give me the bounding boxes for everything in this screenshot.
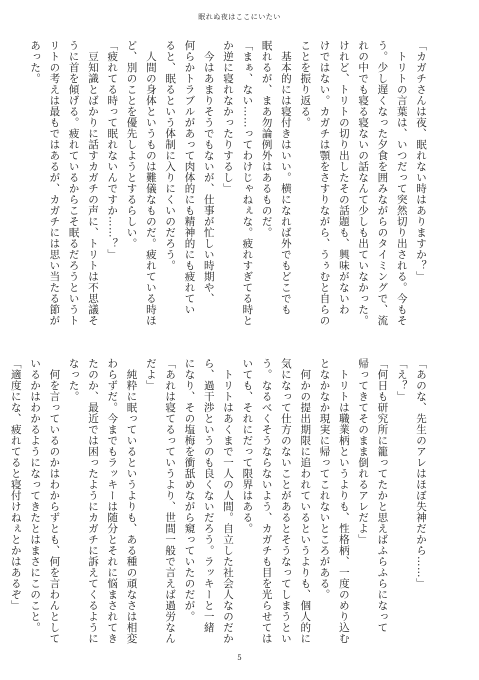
- text-line: 「まぁ、ない……ってわけじゃねぇな。疲れすぎてる時と: [241, 40, 254, 326]
- text-line: 豆知識とばかりに話すカガチの声に、トリトは不思議そ: [86, 40, 99, 326]
- text-line: となかなか現実に帰ってこれないところがある。: [318, 358, 331, 600]
- text-line: リトの考えは最もではあるが、カガチには思い当たる節が: [48, 40, 61, 326]
- text-line: う。なるべくそうならないよう、カガチも目を光らせては: [260, 358, 273, 644]
- text-line: トリトはあくまで一人の人間。自立した社会人なのだか: [222, 358, 235, 644]
- text-line: いても、それにだって限界はある。: [241, 358, 254, 534]
- text-line: トリトの言葉は、いつだって突然切り出される。今もそ: [395, 40, 408, 326]
- text-line: ら、過干渉というのも良くないだろう。ラッキーと一緒: [202, 358, 215, 633]
- text-line: たのか、最近では困ったようにカガチに訴えてくるように: [86, 358, 99, 644]
- text-line: 「あのな、先生のアレはほぼ失神だから……」: [415, 358, 427, 589]
- text-line: 基本的には寝付きはいい。横になれば外でもどこでも: [279, 40, 292, 315]
- text-line: 純粋に眠っているというよりも、ある種の頑なさは相変: [125, 358, 138, 644]
- text-line: 帰ってきてそのまま倒れるアレだよ」: [357, 358, 370, 545]
- text-line: 人間の身体というものは難儀なものだ。疲れている時ほ: [144, 40, 157, 326]
- text-line: だよ」: [144, 358, 157, 391]
- text-block-top: [29, 40, 430, 330]
- text-line: う。少し遅くなった夕食を囲みながらのタイミングで、流: [376, 40, 389, 326]
- text-line: けではない。カガチは顎をさすりながら、うぅむと自らの: [318, 40, 331, 326]
- text-line: いるかはわかるようになってきたとはまさにこのこと。: [29, 358, 42, 633]
- text-line: 「適度にな、疲れてると寝付けねぇとかはあるぞ」: [9, 358, 22, 611]
- text-line: れの中でも寝る寝ないの話なんて少しも出ていなかった。: [357, 40, 370, 326]
- text-line: トリトは職業柄というよりも、性格柄、一度のめり込む: [337, 358, 350, 644]
- text-line: 眠れるが、まあ勿論例外はあるものだ。: [260, 40, 273, 238]
- text-line: ると、眠るという体制に入りにくいのだろう。: [164, 40, 177, 271]
- text-line: ことを振り返る。: [299, 40, 312, 128]
- text-line: 何らかトラブルがあって肉体的にも精神的にも疲れてい: [183, 40, 196, 315]
- text-line: か逆に寝れなかったりするし」: [222, 40, 235, 194]
- text-line: 何かの提出期限に追われているというよりも、個人的に: [299, 358, 312, 644]
- text-line: うに首を傾げる。疲れているからこそ眠るだろうというト: [67, 40, 80, 326]
- text-line: ど、別のことを優先しようとするらしい。: [125, 40, 138, 249]
- text-line: 何を言っているのかはわからずとも、何を言わんとして: [48, 358, 61, 644]
- text-line: 「え？」: [395, 358, 408, 402]
- text-line: 今はあまりそうでもないが、仕事が忙しい時期や、: [202, 40, 215, 304]
- page-number: 5: [237, 654, 242, 662]
- text-line: 「何日も研究所に籠ってたかと思えばふらふらになって: [376, 358, 389, 633]
- running-title: 眠れぬ夜はここにいたい: [198, 13, 281, 21]
- text-line: になり、その塩梅を衝舐めながら窺っていたのだが。: [183, 358, 196, 622]
- text-line: 気になって仕方のないことがあるとそうなってしまうとい: [279, 358, 292, 644]
- text-line: 「カガチさんは夜、眠れない時はありますか？」: [415, 40, 427, 282]
- text-block-bottom: [9, 358, 430, 648]
- text-line: なった。: [67, 358, 80, 402]
- text-line: あった。: [29, 40, 42, 84]
- text-line: けれど、トリトの切り出したその話題も、興味がないわ: [337, 40, 350, 315]
- text-line: 「あれは寝てるっていうより、世間一般で言えば過労なん: [164, 358, 177, 644]
- text-line: わらずだ。今までもラッキーは随分とそれに悩まされてき: [106, 358, 119, 644]
- text-line: 「疲れてる時って眠れないんですか……？」: [106, 40, 119, 260]
